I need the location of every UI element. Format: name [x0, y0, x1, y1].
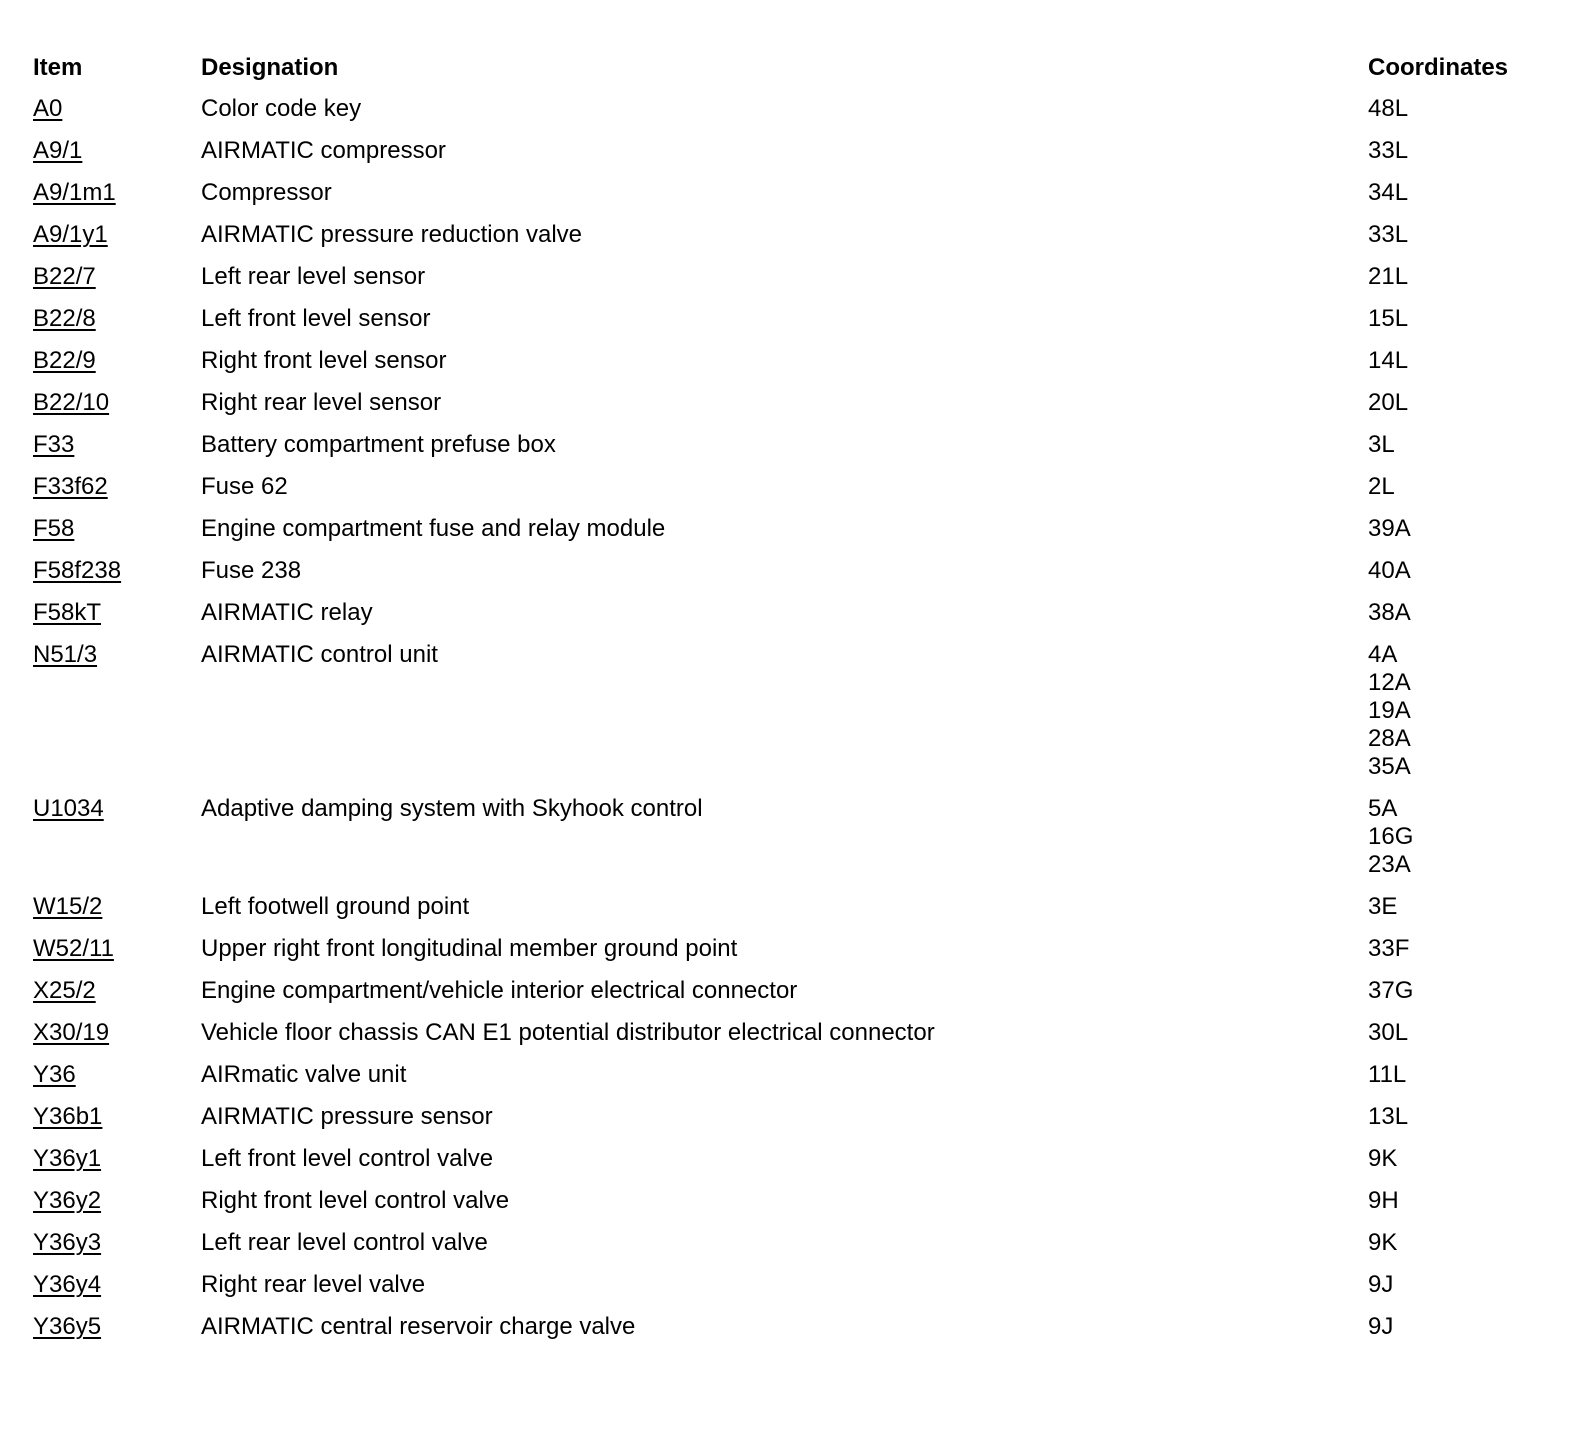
coordinate-value: 21L [1368, 263, 1409, 290]
coordinates-column-header: Coordinates [1368, 54, 1509, 81]
item-cell [33, 298, 201, 340]
item-cell [33, 970, 201, 1012]
item-cell [33, 928, 201, 970]
item-link[interactable]: B22/9 [33, 347, 96, 374]
coordinate-value: 33F [1368, 935, 1410, 962]
designation-cell: Vehicle floor chassis CAN E1 potential distributor electrical connector [201, 1019, 935, 1046]
item-cell [33, 592, 201, 634]
item-cell [33, 634, 201, 788]
item-cell [33, 466, 201, 508]
item-link[interactable]: F58 [33, 515, 75, 542]
item-link[interactable]: A9/1y1 [33, 221, 108, 248]
coordinate-value: 3E [1368, 893, 1398, 920]
item-link[interactable]: B22/8 [33, 305, 96, 332]
coordinate-value: 2L [1368, 473, 1395, 500]
table-row [33, 1096, 1558, 1138]
coordinate-value: 4A [1368, 641, 1398, 668]
designation-cell: Right front level control valve [201, 1187, 510, 1214]
coordinates-cell [1368, 1054, 1558, 1096]
coordinate-value: 9J [1368, 1313, 1394, 1340]
item-link[interactable]: Y36y1 [33, 1145, 102, 1172]
item-link[interactable]: X30/19 [33, 1019, 110, 1046]
table-row [33, 1264, 1558, 1306]
coordinates-cell [1368, 1012, 1558, 1054]
item-link[interactable]: A0 [33, 95, 63, 122]
item-cell [33, 1180, 201, 1222]
designation-cell: AIRMATIC relay [201, 599, 373, 626]
table-row [33, 1054, 1558, 1096]
coordinate-value: 28A [1368, 725, 1411, 752]
coordinates-cell [1368, 424, 1558, 466]
coordinate-value: 11L [1368, 1061, 1407, 1088]
coordinate-value: 12A [1368, 669, 1411, 696]
coordinate-value: 34L [1368, 179, 1409, 206]
coordinate-value: 5A [1368, 795, 1398, 822]
coordinate-value: 19A [1368, 697, 1411, 724]
coordinates-cell [1368, 1096, 1558, 1138]
designation-cell: Compressor [201, 179, 332, 206]
coordinates-cell [1368, 592, 1558, 634]
table-row [33, 1180, 1558, 1222]
coordinates-cell [1368, 172, 1558, 214]
coordinates-cell [1368, 788, 1558, 886]
designation-cell: Right rear level sensor [201, 389, 442, 416]
component-legend-table [33, 50, 1558, 1348]
designation-cell: Upper right front longitudinal member ground point [201, 935, 738, 962]
table-row [33, 508, 1558, 550]
coordinate-value: 13L [1368, 1103, 1409, 1130]
table-row [33, 424, 1558, 466]
table-row [33, 592, 1558, 634]
item-link[interactable]: B22/10 [33, 389, 110, 416]
coordinate-value: 48L [1368, 95, 1409, 122]
coordinate-value: 20L [1368, 389, 1409, 416]
designation-cell: Left front level sensor [201, 305, 431, 332]
designation-cell: Right front level sensor [201, 347, 447, 374]
coordinates-cell [1368, 214, 1558, 256]
table-row [33, 1138, 1558, 1180]
table-row [33, 340, 1558, 382]
coordinate-value: 35A [1368, 753, 1411, 780]
item-cell [33, 214, 201, 256]
coordinate-value: 40A [1368, 557, 1411, 584]
item-cell [33, 340, 201, 382]
item-cell [33, 1264, 201, 1306]
coordinates-cell [1368, 466, 1558, 508]
table-row [33, 1222, 1558, 1264]
coordinates-cell [1368, 508, 1558, 550]
table-row [33, 256, 1558, 298]
coordinates-cell [1368, 340, 1558, 382]
coordinate-value: 38A [1368, 599, 1411, 626]
coordinate-value: 3L [1368, 431, 1395, 458]
coordinates-cell [1368, 928, 1558, 970]
table-header-row [33, 50, 1558, 88]
item-link[interactable]: N51/3 [33, 641, 98, 668]
item-link[interactable]: F58f238 [33, 557, 122, 584]
designation-cell: Fuse 62 [201, 473, 288, 500]
table-row [33, 172, 1558, 214]
item-link[interactable]: W52/11 [33, 935, 114, 962]
coordinates-cell [1368, 88, 1558, 130]
designation-cell: Engine compartment fuse and relay module [201, 515, 666, 542]
item-link[interactable]: Y36y3 [33, 1229, 102, 1256]
item-cell [33, 172, 201, 214]
coordinates-cell [1368, 970, 1558, 1012]
designation-cell: Fuse 238 [201, 557, 302, 584]
coordinates-cell [1368, 1264, 1558, 1306]
item-cell [33, 1222, 201, 1264]
coordinate-value: 37G [1368, 977, 1414, 1004]
item-link[interactable]: F33f62 [33, 473, 108, 500]
item-cell [33, 886, 201, 928]
item-cell [33, 788, 201, 886]
item-link[interactable]: Y36 [33, 1061, 76, 1088]
item-link[interactable]: B22/7 [33, 263, 96, 290]
item-cell [33, 1096, 201, 1138]
item-link[interactable]: Y36y2 [33, 1187, 102, 1214]
item-link[interactable]: X25/2 [33, 977, 96, 1004]
item-cell [33, 1012, 201, 1054]
designation-cell: Engine compartment/vehicle interior electrical connector [201, 977, 798, 1004]
item-link[interactable]: Y36y4 [33, 1271, 102, 1298]
item-cell [33, 382, 201, 424]
item-link[interactable]: Y36y5 [33, 1313, 102, 1340]
coordinates-cell [1368, 886, 1558, 928]
item-link[interactable]: W15/2 [33, 893, 103, 920]
designation-cell: Left rear level control valve [201, 1229, 488, 1256]
item-link[interactable]: F33 [33, 431, 75, 458]
table-row [33, 298, 1558, 340]
coordinates-cell [1368, 1180, 1558, 1222]
table-row [33, 1012, 1558, 1054]
coordinates-cell [1368, 256, 1558, 298]
coordinates-cell [1368, 1138, 1558, 1180]
table-row [33, 88, 1558, 130]
coordinate-value: 9K [1368, 1229, 1398, 1256]
item-cell [33, 1138, 201, 1180]
designation-cell: Left footwell ground point [201, 893, 470, 920]
item-link[interactable]: Y36b1 [33, 1103, 103, 1130]
coordinate-value: 9H [1368, 1187, 1399, 1214]
coordinates-cell [1368, 634, 1558, 788]
designation-cell: Battery compartment prefuse box [201, 431, 556, 458]
table-row [33, 130, 1558, 172]
item-link[interactable]: A9/1m1 [33, 179, 116, 206]
coordinate-value: 9J [1368, 1271, 1394, 1298]
table-body [33, 88, 1558, 1348]
table-row [33, 928, 1558, 970]
designation-cell: AIRMATIC central reservoir charge valve [201, 1313, 636, 1340]
item-cell [33, 424, 201, 466]
designation-cell: Adaptive damping system with Skyhook control [201, 795, 703, 822]
coordinate-value: 33L [1368, 137, 1409, 164]
coordinate-value: 16G [1368, 823, 1414, 850]
item-cell [33, 1054, 201, 1096]
item-cell [33, 130, 201, 172]
designation-cell: Left rear level sensor [201, 263, 426, 290]
coordinate-value: 33L [1368, 221, 1409, 248]
coordinate-value: 30L [1368, 1019, 1409, 1046]
coordinates-cell [1368, 550, 1558, 592]
coordinates-cell [1368, 1222, 1558, 1264]
designation-cell: AIRMATIC pressure reduction valve [201, 221, 583, 248]
coordinate-value: 23A [1368, 851, 1411, 878]
designation-cell: Left front level control valve [201, 1145, 494, 1172]
coordinates-cell [1368, 130, 1558, 172]
coordinates-cell [1368, 382, 1558, 424]
item-cell [33, 256, 201, 298]
designation-cell: AIRmatic valve unit [201, 1061, 407, 1088]
table-row [33, 634, 1558, 788]
table-row [33, 466, 1558, 508]
item-link[interactable]: A9/1 [33, 137, 83, 164]
coordinate-value: 14L [1368, 347, 1409, 374]
designation-cell: AIRMATIC control unit [201, 641, 438, 668]
table-row [33, 550, 1558, 592]
table-row [33, 788, 1558, 886]
table-row [33, 382, 1558, 424]
designation-cell: Right rear level valve [201, 1271, 426, 1298]
item-link[interactable]: U1034 [33, 795, 104, 822]
table-row [33, 1306, 1558, 1348]
item-cell [33, 88, 201, 130]
designation-column-header: Designation [201, 54, 339, 81]
item-column-header: Item [33, 54, 83, 81]
designation-cell: Color code key [201, 95, 362, 122]
item-link[interactable]: F58kT [33, 599, 102, 626]
table-row [33, 886, 1558, 928]
coordinates-cell [1368, 298, 1558, 340]
item-cell [33, 508, 201, 550]
table-row [33, 214, 1558, 256]
item-cell [33, 550, 201, 592]
coordinate-value: 9K [1368, 1145, 1398, 1172]
table-row [33, 970, 1558, 1012]
coordinate-value: 15L [1368, 305, 1409, 332]
coordinates-cell [1368, 1306, 1558, 1348]
coordinate-value: 39A [1368, 515, 1411, 542]
designation-cell: AIRMATIC compressor [201, 137, 446, 164]
item-cell [33, 1306, 201, 1348]
designation-cell: AIRMATIC pressure sensor [201, 1103, 493, 1130]
